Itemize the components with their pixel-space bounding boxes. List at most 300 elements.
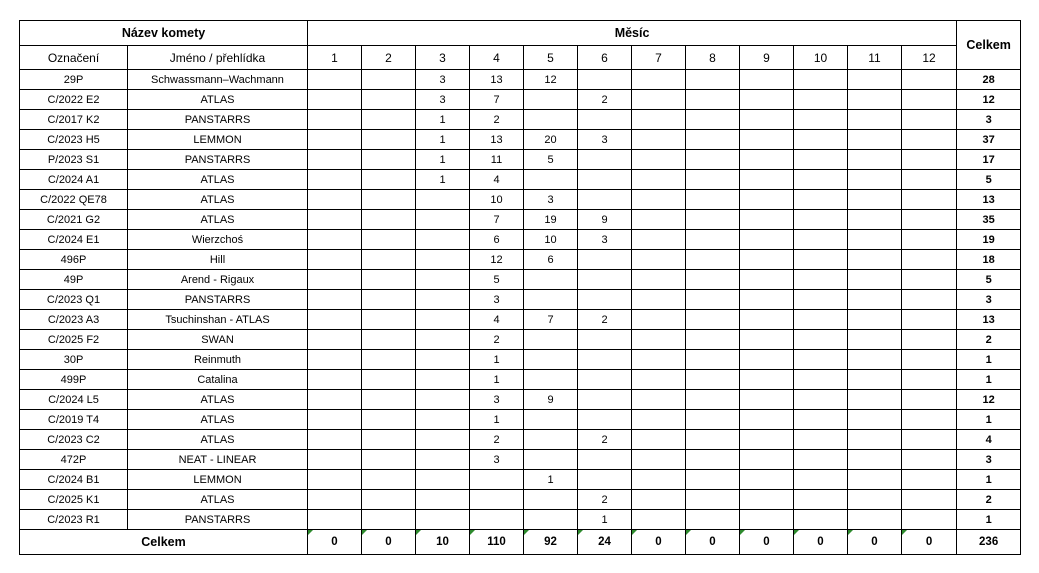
- row-total-cell: 18: [957, 250, 1021, 270]
- comet-designation: C/2023 C2: [20, 430, 128, 450]
- month-column-header: 1: [308, 46, 362, 70]
- comet-designation: C/2025 F2: [20, 330, 128, 350]
- table-row: [20, 130, 1021, 150]
- month-count-cell: [794, 250, 848, 270]
- month-count-cell: [902, 370, 957, 390]
- month-count-cell: [632, 190, 686, 210]
- table-row: [20, 510, 1021, 530]
- month-count-cell: 1: [470, 350, 524, 370]
- table-row: [20, 150, 1021, 170]
- row-total-cell: 3: [957, 110, 1021, 130]
- table-row: [20, 310, 1021, 330]
- month-count-cell: [416, 410, 470, 430]
- month-count-cell: [740, 310, 794, 330]
- month-count-cell: [362, 310, 416, 330]
- comet-designation: 499P: [20, 370, 128, 390]
- comet-designation: C/2024 L5: [20, 390, 128, 410]
- month-count-cell: 7: [470, 210, 524, 230]
- month-count-cell: [794, 510, 848, 530]
- comet-name: ATLAS: [128, 430, 308, 450]
- month-count-cell: [524, 170, 578, 190]
- month-count-cell: 1: [416, 150, 470, 170]
- month-count-cell: [902, 310, 957, 330]
- month-count-cell: [578, 470, 632, 490]
- month-count-cell: [308, 170, 362, 190]
- month-count-cell: [686, 390, 740, 410]
- month-count-cell: [848, 250, 902, 270]
- month-count-cell: [362, 70, 416, 90]
- month-count-cell: [848, 190, 902, 210]
- month-count-cell: [848, 470, 902, 490]
- month-count-cell: [740, 250, 794, 270]
- month-count-cell: [416, 310, 470, 330]
- month-count-cell: [686, 450, 740, 470]
- month-count-cell: [632, 290, 686, 310]
- month-column-header: 8: [686, 46, 740, 70]
- month-count-cell: [578, 70, 632, 90]
- month-count-cell: 1: [416, 130, 470, 150]
- month-count-cell: [362, 130, 416, 150]
- month-count-cell: [686, 130, 740, 150]
- month-count-cell: [308, 510, 362, 530]
- month-count-cell: [848, 150, 902, 170]
- table-row: [20, 90, 1021, 110]
- month-count-cell: [632, 410, 686, 430]
- comet-designation: C/2019 T4: [20, 410, 128, 430]
- month-count-cell: [470, 490, 524, 510]
- month-count-cell: [902, 510, 957, 530]
- month-count-cell: [308, 470, 362, 490]
- table-row: [20, 290, 1021, 310]
- month-count-cell: [740, 110, 794, 130]
- month-count-cell: 4: [470, 310, 524, 330]
- month-count-cell: [578, 410, 632, 430]
- table-row: [20, 450, 1021, 470]
- month-count-cell: [740, 410, 794, 430]
- month-count-cell: [848, 290, 902, 310]
- month-count-cell: [578, 450, 632, 470]
- month-count-cell: [848, 70, 902, 90]
- month-count-cell: [902, 230, 957, 250]
- month-count-cell: [308, 90, 362, 110]
- month-count-cell: [524, 370, 578, 390]
- table-row: [20, 170, 1021, 190]
- month-count-cell: [902, 90, 957, 110]
- month-count-cell: [848, 390, 902, 410]
- month-count-cell: [362, 150, 416, 170]
- month-count-cell: [794, 450, 848, 470]
- month-count-cell: [308, 130, 362, 150]
- month-count-cell: [740, 170, 794, 190]
- comet-name: Hill: [128, 250, 308, 270]
- month-count-cell: [740, 350, 794, 370]
- month-count-cell: [902, 490, 957, 510]
- month-count-cell: [686, 150, 740, 170]
- month-count-cell: [308, 350, 362, 370]
- comet-designation: P/2023 S1: [20, 150, 128, 170]
- month-count-cell: [578, 390, 632, 410]
- comet-designation: 472P: [20, 450, 128, 470]
- month-count-cell: [632, 510, 686, 530]
- month-count-cell: 1: [416, 110, 470, 130]
- month-count-cell: 3: [416, 70, 470, 90]
- month-count-cell: [308, 330, 362, 350]
- month-count-cell: [578, 150, 632, 170]
- comet-designation: 49P: [20, 270, 128, 290]
- row-total-cell: 12: [957, 390, 1021, 410]
- comet-designation: 496P: [20, 250, 128, 270]
- month-count-cell: 1: [470, 370, 524, 390]
- month-count-cell: [470, 510, 524, 530]
- comet-designation: C/2022 QE78: [20, 190, 128, 210]
- month-count-cell: [578, 190, 632, 210]
- month-count-cell: [902, 210, 957, 230]
- month-count-cell: [362, 270, 416, 290]
- month-count-cell: 6: [470, 230, 524, 250]
- month-count-cell: [848, 310, 902, 330]
- month-count-cell: [794, 130, 848, 150]
- name-column-header: Jméno / přehlídka: [128, 46, 308, 70]
- month-count-cell: [794, 90, 848, 110]
- comet-name: ATLAS: [128, 390, 308, 410]
- month-column-header: 2: [362, 46, 416, 70]
- month-count-cell: [848, 490, 902, 510]
- month-count-cell: [848, 450, 902, 470]
- month-count-cell: 2: [578, 310, 632, 330]
- month-count-cell: [632, 70, 686, 90]
- table-row: [20, 110, 1021, 130]
- month-count-cell: [848, 210, 902, 230]
- month-count-cell: [632, 250, 686, 270]
- row-total-cell: 28: [957, 70, 1021, 90]
- month-count-cell: 1: [524, 470, 578, 490]
- month-count-cell: [740, 150, 794, 170]
- month-count-cell: [686, 330, 740, 350]
- comet-name: ATLAS: [128, 90, 308, 110]
- month-count-cell: [686, 290, 740, 310]
- month-count-cell: [686, 250, 740, 270]
- month-count-cell: 1: [416, 170, 470, 190]
- month-count-cell: [740, 370, 794, 390]
- month-count-cell: [308, 430, 362, 450]
- month-count-cell: [632, 90, 686, 110]
- month-count-cell: [686, 190, 740, 210]
- month-count-cell: [848, 410, 902, 430]
- month-count-cell: [524, 110, 578, 130]
- month-total-cell: 0: [848, 530, 902, 555]
- month-count-cell: [632, 310, 686, 330]
- month-count-cell: [740, 510, 794, 530]
- month-column-header: 5: [524, 46, 578, 70]
- table-row: [20, 270, 1021, 290]
- month-count-cell: [902, 190, 957, 210]
- comet-name: SWAN: [128, 330, 308, 350]
- month-count-cell: [902, 290, 957, 310]
- month-count-cell: [524, 490, 578, 510]
- month-count-cell: [524, 410, 578, 430]
- month-count-cell: 5: [470, 270, 524, 290]
- month-count-cell: [686, 310, 740, 330]
- month-count-cell: 12: [470, 250, 524, 270]
- month-count-cell: [578, 350, 632, 370]
- comet-name: LEMMON: [128, 130, 308, 150]
- month-count-cell: 3: [524, 190, 578, 210]
- comet-name: ATLAS: [128, 410, 308, 430]
- table-row: [20, 390, 1021, 410]
- month-count-cell: [794, 470, 848, 490]
- month-count-cell: [848, 90, 902, 110]
- month-count-cell: [308, 450, 362, 470]
- month-count-cell: [362, 210, 416, 230]
- total-column-header: Celkem: [957, 21, 1021, 70]
- month-count-cell: [686, 430, 740, 450]
- month-count-cell: [416, 510, 470, 530]
- month-count-cell: [362, 490, 416, 510]
- month-count-cell: [416, 470, 470, 490]
- month-count-cell: [578, 270, 632, 290]
- month-count-cell: [686, 90, 740, 110]
- month-count-cell: [362, 330, 416, 350]
- month-count-cell: [902, 430, 957, 450]
- month-count-cell: 10: [470, 190, 524, 210]
- comet-name: PANSTARRS: [128, 150, 308, 170]
- month-count-cell: [362, 90, 416, 110]
- month-count-cell: 2: [470, 110, 524, 130]
- month-count-cell: [686, 270, 740, 290]
- month-count-cell: 6: [524, 250, 578, 270]
- month-count-cell: [902, 350, 957, 370]
- month-count-cell: [308, 310, 362, 330]
- month-count-cell: [416, 190, 470, 210]
- month-count-cell: [848, 370, 902, 390]
- month-count-cell: [362, 110, 416, 130]
- month-count-cell: [740, 270, 794, 290]
- month-count-cell: 5: [524, 150, 578, 170]
- month-count-cell: [632, 170, 686, 190]
- month-count-cell: [740, 190, 794, 210]
- month-count-cell: [632, 150, 686, 170]
- month-count-cell: 7: [470, 90, 524, 110]
- month-count-cell: [740, 90, 794, 110]
- month-count-cell: [362, 410, 416, 430]
- month-count-cell: 12: [524, 70, 578, 90]
- comet-name: Wierzchoś: [128, 230, 308, 250]
- month-count-cell: [308, 390, 362, 410]
- month-count-cell: [794, 310, 848, 330]
- month-count-cell: [524, 430, 578, 450]
- month-count-cell: [902, 470, 957, 490]
- month-count-cell: [740, 290, 794, 310]
- row-total-cell: 1: [957, 410, 1021, 430]
- month-total-cell: 0: [902, 530, 957, 555]
- row-total-cell: 13: [957, 190, 1021, 210]
- comet-name: ATLAS: [128, 190, 308, 210]
- month-count-cell: [794, 270, 848, 290]
- month-count-cell: [794, 430, 848, 450]
- month-count-cell: [308, 370, 362, 390]
- month-count-cell: [740, 330, 794, 350]
- month-count-cell: 19: [524, 210, 578, 230]
- comet-name: Catalina: [128, 370, 308, 390]
- comet-designation: 30P: [20, 350, 128, 370]
- month-count-cell: 2: [578, 430, 632, 450]
- comet-name: Tsuchinshan - ATLAS: [128, 310, 308, 330]
- month-count-cell: [632, 370, 686, 390]
- month-count-cell: 13: [470, 130, 524, 150]
- month-count-cell: [902, 330, 957, 350]
- comet-observations-table: [19, 20, 1021, 555]
- table-row: [20, 430, 1021, 450]
- month-count-cell: [632, 450, 686, 470]
- comet-designation: C/2024 B1: [20, 470, 128, 490]
- month-count-cell: [362, 370, 416, 390]
- month-count-cell: [416, 250, 470, 270]
- month-count-cell: [740, 70, 794, 90]
- month-count-cell: 3: [470, 290, 524, 310]
- month-count-cell: [794, 490, 848, 510]
- month-count-cell: 1: [470, 410, 524, 430]
- month-count-cell: [308, 230, 362, 250]
- month-count-cell: [794, 390, 848, 410]
- comet-name-group-header: Název komety: [20, 21, 308, 46]
- month-count-cell: [686, 170, 740, 190]
- comet-designation: C/2023 H5: [20, 130, 128, 150]
- comet-designation: C/2021 G2: [20, 210, 128, 230]
- month-count-cell: 9: [578, 210, 632, 230]
- month-count-cell: [794, 70, 848, 90]
- month-count-cell: [416, 450, 470, 470]
- month-count-cell: [578, 330, 632, 350]
- month-count-cell: [686, 70, 740, 90]
- month-count-cell: [848, 330, 902, 350]
- row-total-cell: 2: [957, 490, 1021, 510]
- month-count-cell: [740, 470, 794, 490]
- month-count-cell: [524, 290, 578, 310]
- month-total-cell: 10: [416, 530, 470, 555]
- month-count-cell: [362, 230, 416, 250]
- month-count-cell: [902, 170, 957, 190]
- month-count-cell: [632, 350, 686, 370]
- month-count-cell: [902, 130, 957, 150]
- month-count-cell: [740, 210, 794, 230]
- month-count-cell: [686, 510, 740, 530]
- row-total-cell: 3: [957, 450, 1021, 470]
- month-count-cell: [578, 370, 632, 390]
- row-total-cell: 4: [957, 430, 1021, 450]
- row-total-cell: 1: [957, 370, 1021, 390]
- month-count-cell: [902, 250, 957, 270]
- month-count-cell: [308, 270, 362, 290]
- month-count-cell: [362, 430, 416, 450]
- month-count-cell: [632, 210, 686, 230]
- table-row: [20, 190, 1021, 210]
- row-total-cell: 19: [957, 230, 1021, 250]
- month-count-cell: [740, 430, 794, 450]
- month-count-cell: [524, 270, 578, 290]
- month-count-cell: [308, 190, 362, 210]
- row-total-cell: 1: [957, 350, 1021, 370]
- row-total-cell: 13: [957, 310, 1021, 330]
- month-count-cell: [686, 110, 740, 130]
- month-count-cell: [308, 290, 362, 310]
- month-count-cell: [794, 290, 848, 310]
- month-count-cell: [848, 130, 902, 150]
- month-count-cell: [794, 410, 848, 430]
- month-count-cell: [848, 430, 902, 450]
- comet-name: ATLAS: [128, 490, 308, 510]
- month-count-cell: [794, 190, 848, 210]
- month-count-cell: [524, 450, 578, 470]
- comet-name: Reinmuth: [128, 350, 308, 370]
- month-count-cell: [794, 210, 848, 230]
- month-count-cell: [902, 150, 957, 170]
- month-count-cell: 2: [578, 490, 632, 510]
- month-count-cell: [416, 430, 470, 450]
- month-total-cell: 24: [578, 530, 632, 555]
- month-count-cell: [416, 290, 470, 310]
- month-count-cell: [308, 70, 362, 90]
- month-count-cell: 3: [470, 390, 524, 410]
- designation-column-header: Označení: [20, 46, 128, 70]
- month-count-cell: [416, 370, 470, 390]
- comet-name: PANSTARRS: [128, 290, 308, 310]
- table-row: [20, 330, 1021, 350]
- month-count-cell: [578, 170, 632, 190]
- month-column-header: 6: [578, 46, 632, 70]
- month-count-cell: [848, 510, 902, 530]
- month-count-cell: 11: [470, 150, 524, 170]
- month-count-cell: [686, 210, 740, 230]
- comet-designation: 29P: [20, 70, 128, 90]
- month-count-cell: [686, 490, 740, 510]
- month-count-cell: [362, 390, 416, 410]
- month-count-cell: [470, 470, 524, 490]
- month-count-cell: [902, 70, 957, 90]
- month-total-cell: 0: [740, 530, 794, 555]
- month-count-cell: [308, 410, 362, 430]
- month-count-cell: [902, 270, 957, 290]
- month-count-cell: [416, 270, 470, 290]
- month-count-cell: 2: [470, 330, 524, 350]
- month-count-cell: [794, 170, 848, 190]
- table-row: [20, 250, 1021, 270]
- row-total-cell: 3: [957, 290, 1021, 310]
- comet-designation: C/2023 A3: [20, 310, 128, 330]
- month-count-cell: [632, 430, 686, 450]
- month-count-cell: [308, 490, 362, 510]
- month-count-cell: [794, 150, 848, 170]
- month-count-cell: 2: [470, 430, 524, 450]
- month-count-cell: [362, 170, 416, 190]
- month-count-cell: [524, 90, 578, 110]
- month-count-cell: [416, 390, 470, 410]
- month-column-header: 7: [632, 46, 686, 70]
- month-count-cell: [362, 470, 416, 490]
- month-count-cell: [632, 270, 686, 290]
- month-count-cell: [848, 350, 902, 370]
- month-total-cell: 0: [362, 530, 416, 555]
- month-count-cell: [308, 150, 362, 170]
- row-total-cell: 35: [957, 210, 1021, 230]
- month-count-cell: [362, 290, 416, 310]
- row-total-cell: 1: [957, 510, 1021, 530]
- table-row: [20, 230, 1021, 250]
- month-count-cell: [686, 470, 740, 490]
- month-count-cell: [524, 510, 578, 530]
- month-column-header: 10: [794, 46, 848, 70]
- month-count-cell: [416, 330, 470, 350]
- month-count-cell: [794, 370, 848, 390]
